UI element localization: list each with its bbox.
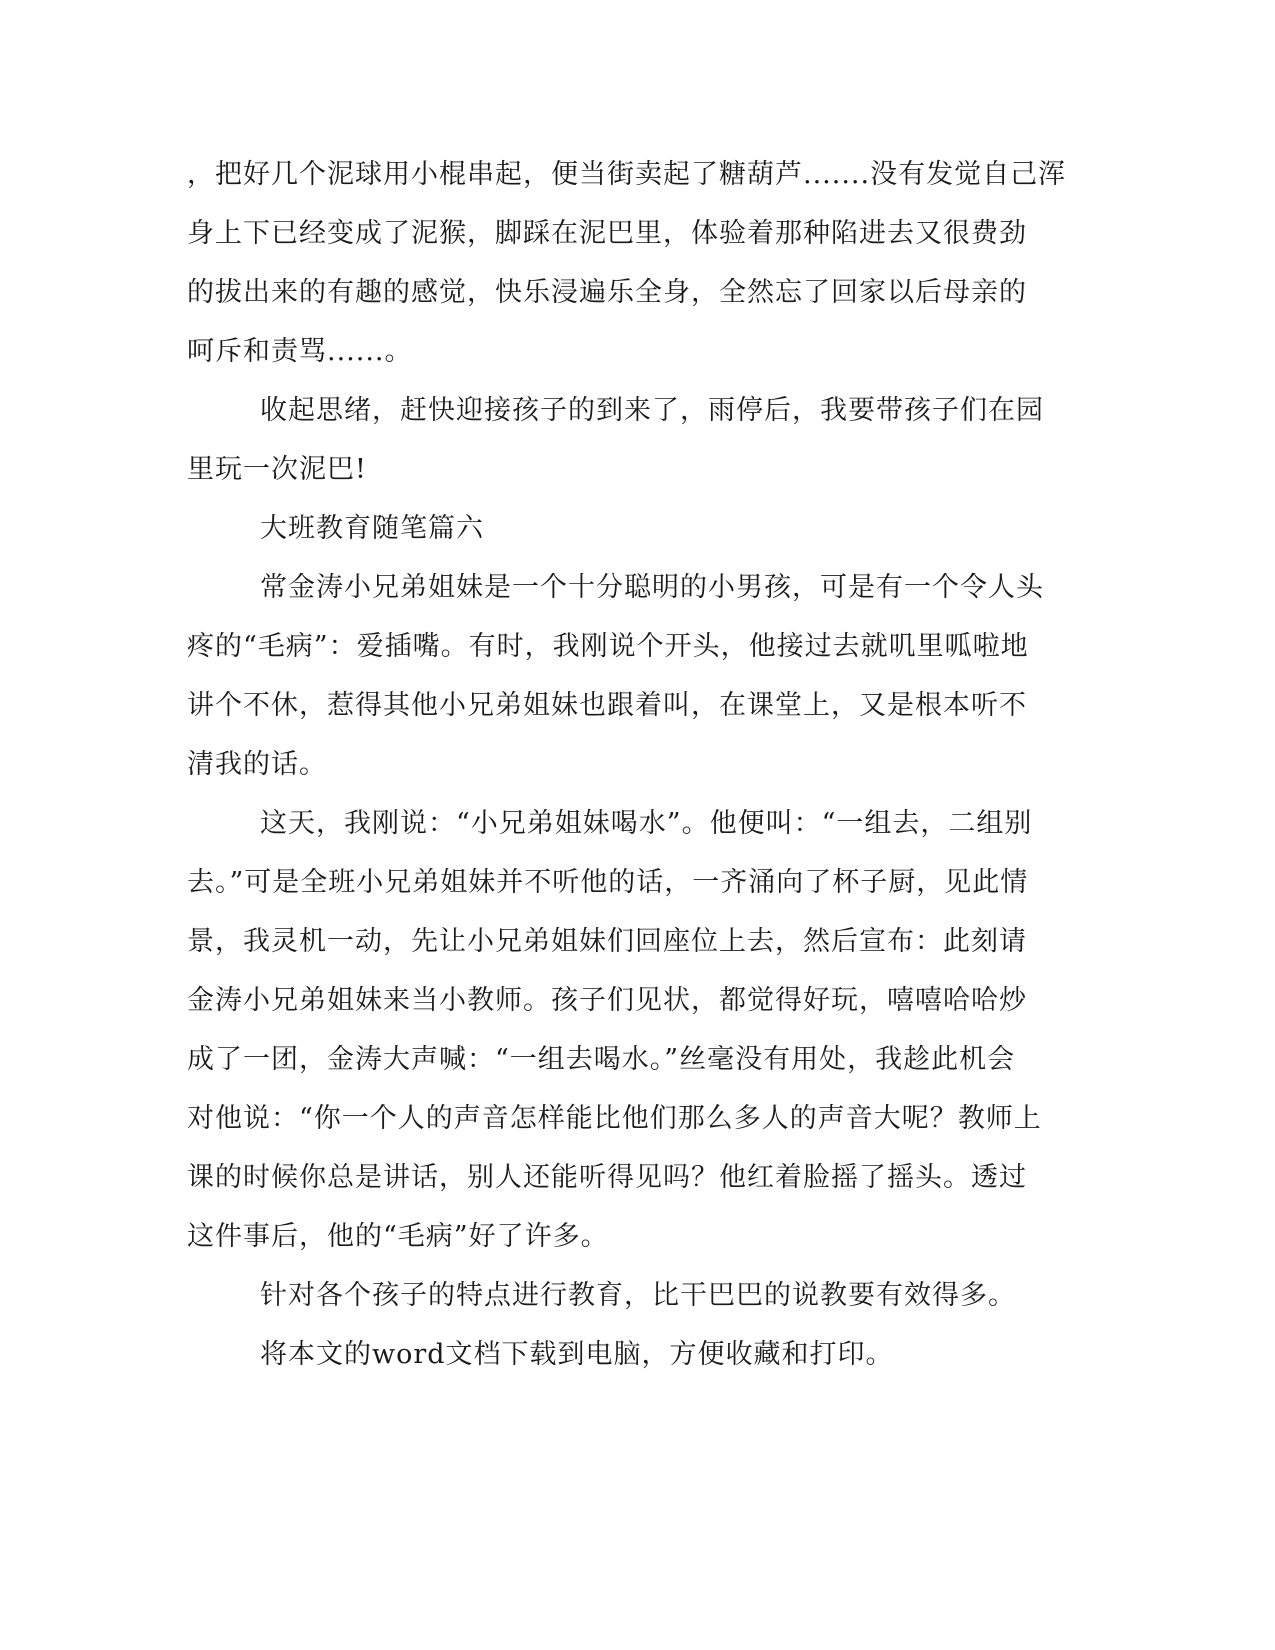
text-line: 对他说：“你一个人的声音怎样能比他们那么多人的声音大呢？教师上 bbox=[187, 1103, 1042, 1134]
paragraph-start-line: 这天，我刚说：“小兄弟姐妹喝水”。他便叫：“一组去，二组别 bbox=[260, 808, 1033, 839]
section-heading: 大班教育随笔篇六 bbox=[260, 513, 484, 544]
paragraph-start-line: 收起思绪，赶快迎接孩子的到来了，雨停后，我要带孩子们在园 bbox=[260, 395, 1044, 426]
text-line: 成了一团，金涛大声喊：“一组去喝水。”丝毫没有用处，我趁此机会 bbox=[187, 1044, 1016, 1075]
text-line: 去。”可是全班小兄弟姐妹并不听他的话，一齐涌向了杯子厨，见此情 bbox=[187, 867, 1029, 898]
text-line: 课的时候你总是讲话，别人还能听得见吗？他红着脸摇了摇头。透过 bbox=[187, 1162, 1027, 1193]
text-line: ，把好几个泥球用小棍串起，便当街卖起了糖葫芦.......没有发觉自己浑 bbox=[187, 159, 1067, 190]
text-line: 里玩一次泥巴! bbox=[187, 454, 367, 485]
text-line: 的拔出来的有趣的感觉，快乐浸遍乐全身，全然忘了回家以后母亲的 bbox=[187, 277, 1027, 308]
text-line: 呵斥和责骂......。 bbox=[187, 336, 413, 367]
paragraph-start-line: 针对各个孩子的特点进行教育，比干巴巴的说教要有效得多。 bbox=[260, 1280, 1016, 1311]
paragraph-start-line: 常金涛小兄弟姐妹是一个十分聪明的小男孩，可是有一个令人头 bbox=[260, 572, 1044, 603]
download-note: 将本文的word文档下载到电脑，方便收藏和打印。 bbox=[260, 1339, 894, 1370]
text-line: 讲个不休，惹得其他小兄弟姐妹也跟着叫，在课堂上，又是根本听不 bbox=[187, 690, 1027, 721]
text-line: 疼的“毛病”：爱插嘴。有时，我刚说个开头，他接过去就叽里呱啦地 bbox=[187, 631, 1029, 662]
text-line: 清我的话。 bbox=[187, 749, 327, 780]
text-line: 这件事后，他的“毛病”好了许多。 bbox=[187, 1221, 609, 1252]
text-line: 金涛小兄弟姐妹来当小教师。孩子们见状，都觉得好玩，嘻嘻哈哈炒 bbox=[187, 985, 1027, 1016]
text-line: 身上下已经变成了泥猴，脚踩在泥巴里，体验着那种陷进去又很费劲 bbox=[187, 218, 1027, 249]
text-line: 景，我灵机一动，先让小兄弟姐妹们回座位上去，然后宣布：此刻请 bbox=[187, 926, 1027, 957]
